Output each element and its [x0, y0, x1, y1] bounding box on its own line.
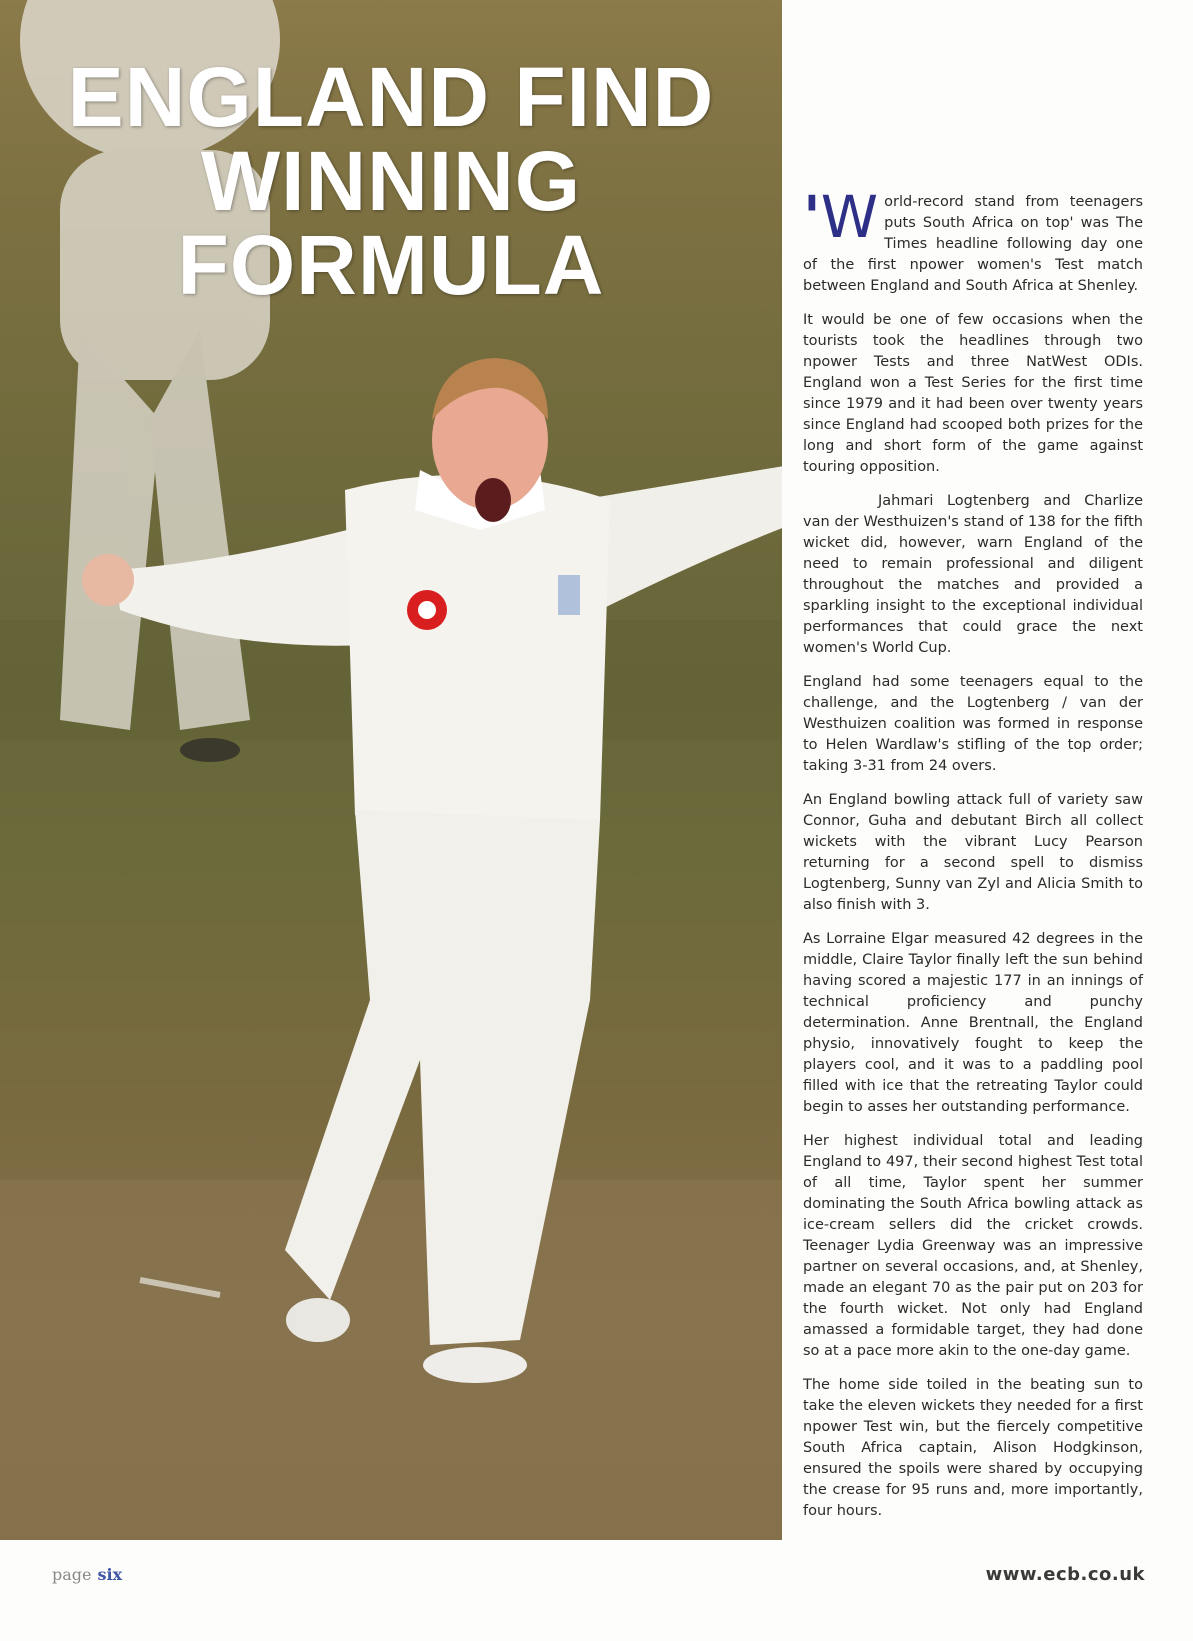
dropcap-letter: W [820, 183, 879, 251]
paragraph-text: orld-record stand from teenagers puts South Africa on top' was The Times headline following day one of the first npower women's Test match between England and South Africa at Shenley. [803, 194, 1143, 294]
article-paragraph-3: Jahmari Logtenberg and Charlize van der Westhuizen's stand of 138 for the fifth wicket did, however, warn England of the need to remain professional and diligent throughout the matches and provided a sparkling insight to the exceptional individual performances that could grace the next women's World Cup. [803, 493, 1143, 656]
article-paragraph-4: England had some teenagers equal to the challenge, and the Logtenberg / van der Westhuizen coalition was formed in response to Helen Wardlaw's stifling of the top order; taking 3-31 from 24 overs. [803, 674, 1143, 774]
article-paragraph-2: It would be one of few occasions when the tourists took the headlines through two npower Tests and three NatWest ODIs. England won a Test Series for the first time since 1979 and it had been over twenty years since England had scooped both prizes for the long and short form of the game against touring opposition. [803, 312, 1143, 475]
article-paragraph-5: An England bowling attack full of variety saw Connor, Guha and debutant Birch all collect wickets with the vibrant Lucy Pearson returning for a second spell to dismiss Logtenberg, Sunny van Zyl and Alicia Smith to also finish with 3. [803, 792, 1143, 913]
article-paragraph-6: As Lorraine Elgar measured 42 degrees in the middle, Claire Taylor finally left the sun behind having scored a majestic 177 in an innings of technical proficiency and punchy determination. Anne Brentnall, the England physio, innovatively fought to keep the players cool, and it was to a paddling pool filled with ice that the retreating Taylor could begin to asses her outstanding performance. [803, 931, 1143, 1115]
page-number [52, 1565, 122, 1584]
dropcap [803, 183, 879, 251]
page-word: page [52, 1565, 92, 1584]
dropcap-quote: ' [803, 183, 821, 251]
headline-line-1: ENGLAND FIND [67, 50, 715, 144]
article-body [803, 183, 1143, 1535]
article-paragraph-7: Her highest individual total and leading England to 497, their second highest Test total of all time, Taylor spent her summer dominating the South Africa bowling attack as ice-cream sellers did the cricket crowds. Teenager Lydia Greenway was an impressive partner on several occasions, and, at Shenley, made an elegant 70 as the pair put on 203 for the fourth wicket. Not only had England amassed a formidable target, they had done so at a pace more akin to the one-day game. [803, 1133, 1143, 1359]
article-paragraph-8: The home side toiled in the beating sun to take the eleven wickets they needed for a first npower Test win, but the fiercely competitive South Africa captain, Alison Hodgkinson, ensured the spoils were shared by occupying the crease for 95 runs and, more importantly, four hours. [803, 1377, 1143, 1519]
headline-line-3: FORMULA [177, 218, 605, 312]
website-link[interactable]: www.ecb.co.uk [985, 1564, 1145, 1585]
page-number-word: six [97, 1565, 123, 1584]
headline [0, 50, 782, 312]
headline-line-2: WINNING [200, 134, 582, 228]
article-paragraph-1 [803, 183, 1143, 297]
